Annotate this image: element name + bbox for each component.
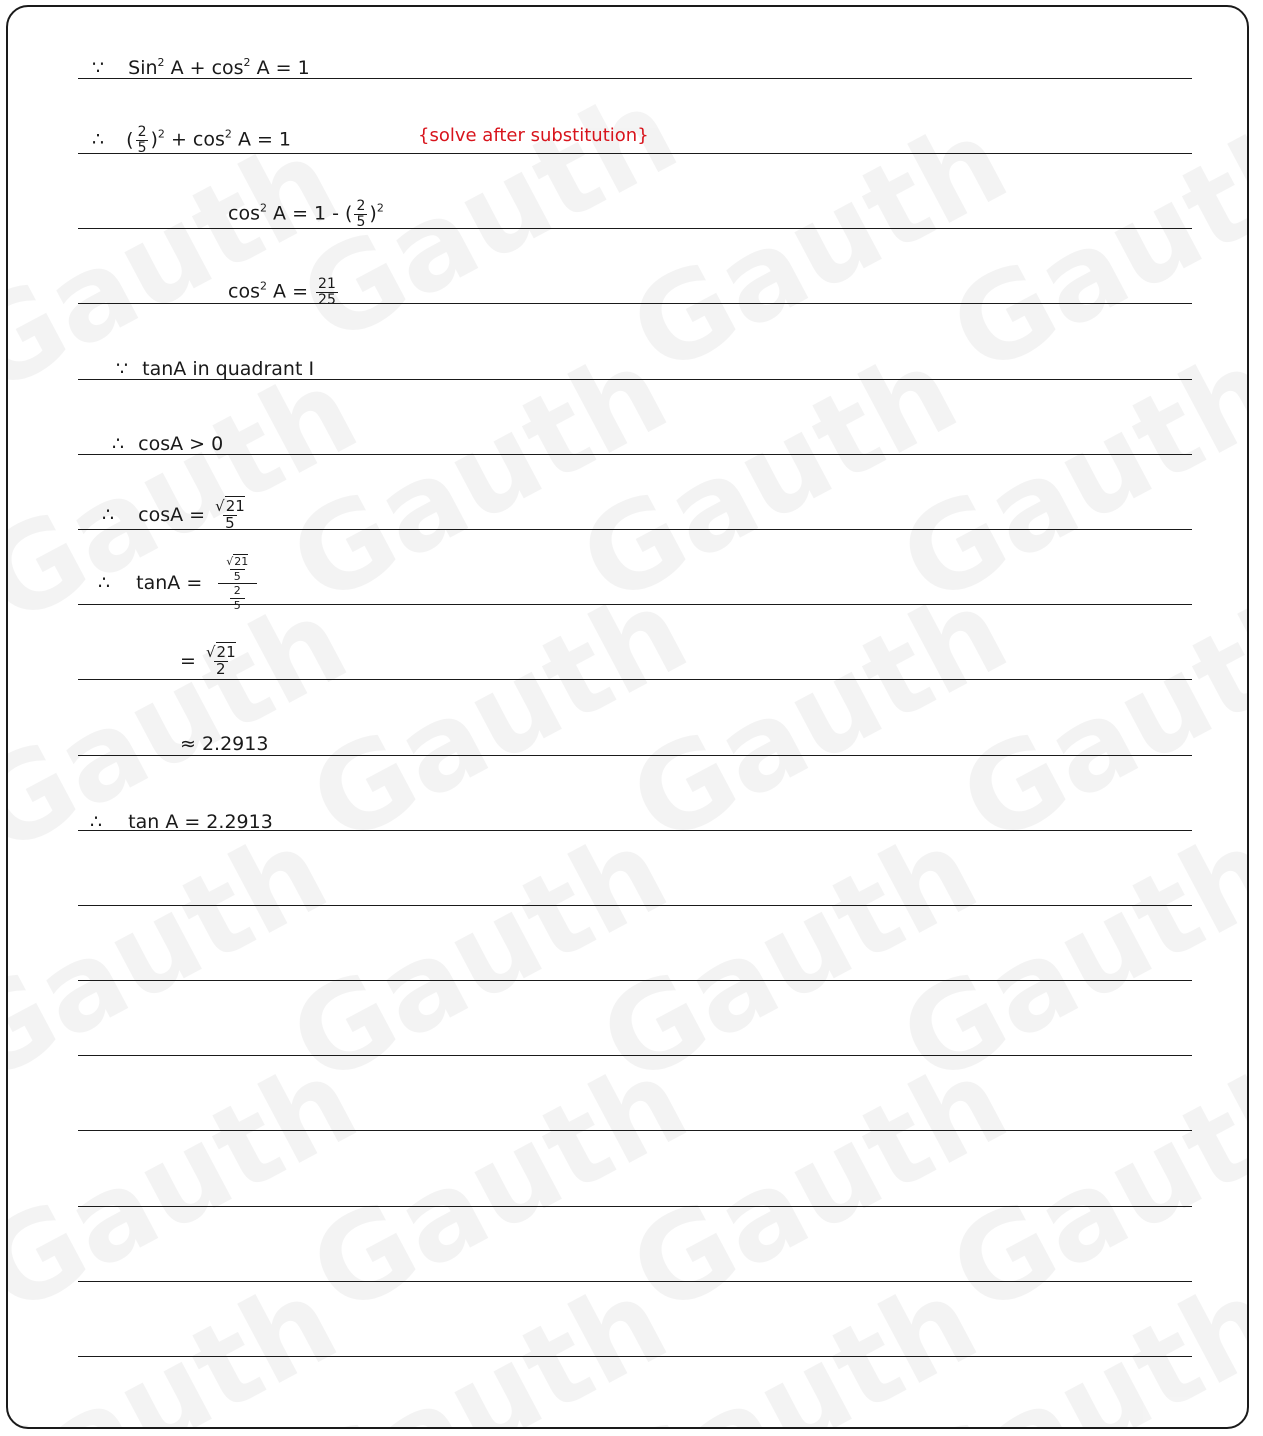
equation-line-10: [180, 735, 268, 754]
watermark: [289, 1031, 708, 1341]
watermark: [609, 1031, 1028, 1341]
equation-line-8: [98, 555, 266, 612]
equation-line-7: [102, 499, 249, 532]
sqrt-symbol: √: [205, 643, 216, 661]
frac-num: [210, 555, 264, 583]
watermark: [609, 561, 1028, 871]
ruled-line: [78, 1055, 1192, 1056]
expr-tan: tanA =: [136, 572, 203, 595]
equation-line-4: [228, 277, 340, 307]
approx-value: ≈ 2.2913: [180, 733, 269, 755]
annotation-note: {solve after substitution}: [418, 125, 649, 146]
watermark: [6, 1251, 358, 1429]
watermark: [269, 1251, 688, 1429]
exponent: 2: [224, 127, 232, 141]
exponent: 2: [157, 56, 165, 69]
equals-sign: =: [180, 649, 196, 672]
therefore-symbol: ∴: [98, 572, 111, 595]
watermark: [289, 561, 708, 871]
watermark: [879, 321, 1249, 631]
ruled-line: [78, 905, 1192, 906]
equation-line-3: [228, 199, 384, 229]
expr-cos: cosA =: [138, 503, 206, 526]
frac-num: [213, 499, 247, 515]
ruled-line: [78, 980, 1192, 981]
equation-line-6: [112, 435, 223, 454]
expr-cos: cos: [228, 280, 260, 303]
fraction-two-fifths: [354, 199, 367, 229]
frac-den: 5: [230, 598, 245, 613]
watermark: [579, 801, 998, 1111]
sqrt-symbol: √: [215, 497, 225, 515]
equation-line-11: [90, 813, 273, 832]
watermark: [269, 801, 688, 1111]
frac-num: [204, 645, 238, 661]
equation-line-5: [116, 360, 314, 379]
fraction-sqrt21-over-5: [222, 555, 252, 583]
frac-den: 5: [356, 213, 366, 230]
fraction-21-25: [316, 277, 338, 307]
watermark: [559, 321, 978, 631]
because-symbol: ∵: [92, 57, 105, 79]
ruled-line: [78, 755, 1192, 756]
fraction-sqrt21-over-2: [204, 645, 238, 678]
exponent: 2: [259, 201, 267, 215]
expr-cos: + cos: [170, 128, 225, 151]
fraction-two-fifths: [230, 584, 245, 612]
expr-cos: cos: [228, 202, 260, 225]
paren-close: ): [150, 128, 158, 151]
exponent: 2: [259, 279, 267, 293]
therefore-symbol: ∴: [92, 128, 105, 151]
exponent: 2: [376, 201, 384, 215]
exponent: 2: [243, 56, 251, 69]
frac-den: 5: [230, 569, 245, 584]
paren-close: ): [369, 202, 377, 225]
therefore-symbol: ∴: [90, 811, 103, 833]
equation-line-9: [180, 645, 240, 678]
watermark: [879, 1251, 1249, 1429]
expr-cos: A + cos: [170, 57, 244, 79]
paren-open: (: [126, 128, 134, 151]
fraction-two-fifths: [136, 125, 149, 155]
notebook-page: [6, 5, 1249, 1429]
watermark: [269, 321, 688, 631]
watermark: [6, 801, 348, 1111]
equation-line-2: [92, 125, 291, 155]
frac-den: 25: [318, 291, 336, 308]
ruled-line: [78, 679, 1192, 680]
therefore-symbol: ∴: [112, 433, 125, 455]
radicand: 21: [216, 643, 236, 661]
frac-num: 2: [356, 198, 366, 214]
expr-eq: A = 1: [256, 57, 310, 79]
sqrt-symbol: √: [226, 555, 234, 568]
watermark: [879, 801, 1249, 1111]
watermark: [609, 91, 1028, 401]
ruled-line: [78, 78, 1192, 79]
equation-line-1: [92, 56, 310, 79]
frac-den: 5: [137, 139, 147, 156]
ruled-line: [78, 454, 1192, 455]
fraction-sqrt21-over-5: [213, 499, 247, 532]
frac-den: [218, 583, 257, 612]
compound-fraction: [210, 555, 264, 612]
radicand: 21: [225, 497, 245, 515]
expr-sin: Sin: [128, 57, 158, 79]
final-answer: tan A = 2.2913: [128, 811, 273, 833]
ruled-line: [78, 1356, 1192, 1357]
expr-eq: A = 1: [237, 128, 292, 151]
expr-eq: A =: [273, 280, 308, 303]
frac-num: [222, 555, 252, 569]
because-symbol: ∵: [116, 358, 129, 380]
watermark: [929, 91, 1249, 401]
frac-den: 2: [216, 659, 226, 678]
therefore-symbol: ∴: [102, 503, 115, 526]
watermark: [6, 571, 368, 881]
watermark: [579, 1251, 998, 1429]
frac-num: 21: [318, 276, 336, 292]
watermark: [939, 561, 1249, 871]
ruled-line: [78, 1130, 1192, 1131]
radicand: 21: [234, 555, 249, 568]
ruled-line: [78, 1206, 1192, 1207]
ruled-line: [78, 1281, 1192, 1282]
watermark: [6, 1031, 378, 1341]
frac-den: 5: [225, 513, 235, 532]
frac-num: 2: [233, 584, 241, 598]
frac-num: 2: [137, 124, 147, 140]
statement-text: cosA > 0: [138, 433, 224, 455]
statement-text: tanA in quadrant I: [142, 358, 315, 380]
exponent: 2: [157, 127, 165, 141]
watermark: [929, 1031, 1249, 1341]
expr-mid: A = 1 - (: [273, 202, 353, 225]
